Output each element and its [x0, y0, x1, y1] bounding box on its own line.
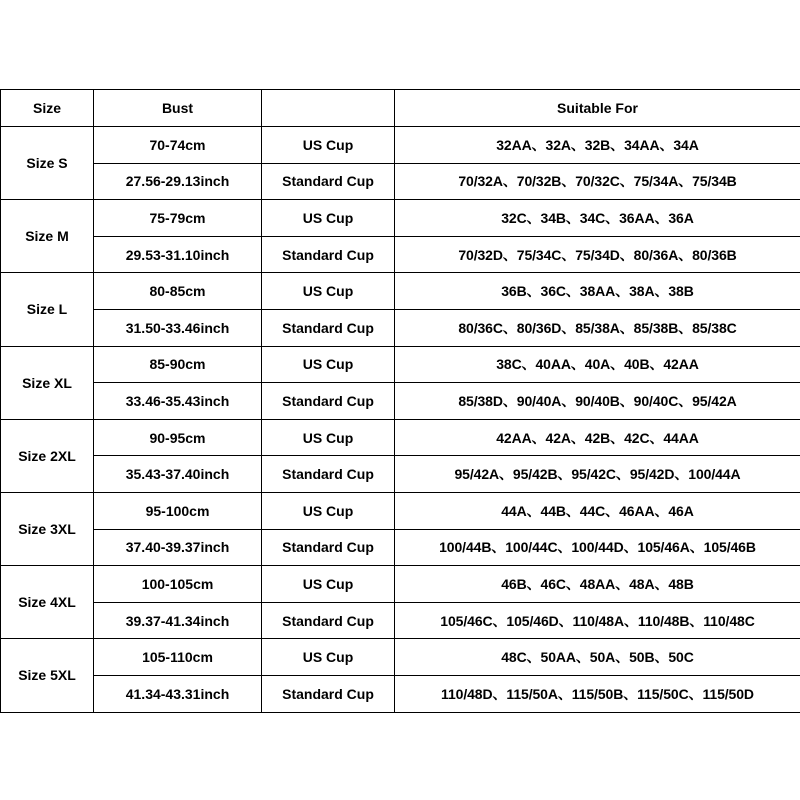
us-cup-sizes: 46B、46C、48AA、48A、48B	[395, 566, 800, 603]
bust-cm: 90-95cm	[94, 419, 262, 456]
table-row	[1, 602, 800, 639]
bust-inch: 31.50-33.46inch	[94, 309, 262, 346]
table-row	[1, 383, 800, 420]
bust-inch: 39.37-41.34inch	[94, 602, 262, 639]
size-label: Size L	[1, 273, 94, 346]
size-label: Size XL	[1, 346, 94, 419]
size-label: Size S	[1, 127, 94, 200]
table-row	[1, 309, 800, 346]
us-cup-label: US Cup	[262, 419, 395, 456]
header-suitable-for: Suitable For	[395, 90, 800, 127]
bust-inch: 27.56-29.13inch	[94, 163, 262, 200]
bust-cm: 70-74cm	[94, 127, 262, 164]
standard-cup-sizes: 100/44B、100/44C、100/44D、105/46A、105/46B	[395, 529, 800, 566]
table-row	[1, 419, 800, 456]
table-row	[1, 346, 800, 383]
standard-cup-label: Standard Cup	[262, 456, 395, 493]
standard-cup-label: Standard Cup	[262, 163, 395, 200]
us-cup-sizes: 48C、50AA、50A、50B、50C	[395, 639, 800, 676]
table-row	[1, 566, 800, 603]
us-cup-sizes: 32AA、32A、32B、34AA、34A	[395, 127, 800, 164]
table-body	[1, 127, 800, 713]
standard-cup-sizes: 70/32A、70/32B、70/32C、75/34A、75/34B	[395, 163, 800, 200]
table-row	[1, 163, 800, 200]
table-row	[1, 675, 800, 712]
us-cup-sizes: 44A、44B、44C、46AA、46A	[395, 492, 800, 529]
table-row	[1, 127, 800, 164]
size-label: Size 5XL	[1, 639, 94, 712]
header-row	[1, 90, 800, 127]
bust-inch: 41.34-43.31inch	[94, 675, 262, 712]
standard-cup-sizes: 95/42A、95/42B、95/42C、95/42D、100/44A	[395, 456, 800, 493]
size-label: Size 2XL	[1, 419, 94, 492]
bust-cm: 100-105cm	[94, 566, 262, 603]
size-label: Size 4XL	[1, 566, 94, 639]
standard-cup-label: Standard Cup	[262, 309, 395, 346]
header-size: Size	[1, 90, 94, 127]
standard-cup-sizes: 105/46C、105/46D、110/48A、110/48B、110/48C	[395, 602, 800, 639]
standard-cup-sizes: 110/48D、115/50A、115/50B、115/50C、115/50D	[395, 675, 800, 712]
us-cup-sizes: 32C、34B、34C、36AA、36A	[395, 200, 800, 237]
standard-cup-label: Standard Cup	[262, 529, 395, 566]
us-cup-label: US Cup	[262, 127, 395, 164]
size-label: Size M	[1, 200, 94, 273]
bust-inch: 37.40-39.37inch	[94, 529, 262, 566]
us-cup-label: US Cup	[262, 200, 395, 237]
standard-cup-label: Standard Cup	[262, 383, 395, 420]
bust-cm: 105-110cm	[94, 639, 262, 676]
table-row	[1, 529, 800, 566]
bust-cm: 75-79cm	[94, 200, 262, 237]
us-cup-label: US Cup	[262, 346, 395, 383]
standard-cup-label: Standard Cup	[262, 675, 395, 712]
standard-cup-sizes: 80/36C、80/36D、85/38A、85/38B、85/38C	[395, 309, 800, 346]
table-row	[1, 236, 800, 273]
bust-inch: 29.53-31.10inch	[94, 236, 262, 273]
bust-inch: 35.43-37.40inch	[94, 456, 262, 493]
standard-cup-sizes: 85/38D、90/40A、90/40B、90/40C、95/42A	[395, 383, 800, 420]
table-row	[1, 200, 800, 237]
us-cup-sizes: 38C、40AA、40A、40B、42AA	[395, 346, 800, 383]
us-cup-label: US Cup	[262, 273, 395, 310]
bust-cm: 80-85cm	[94, 273, 262, 310]
us-cup-label: US Cup	[262, 492, 395, 529]
bust-cm: 85-90cm	[94, 346, 262, 383]
table-row	[1, 639, 800, 676]
us-cup-label: US Cup	[262, 566, 395, 603]
header-bust: Bust	[94, 90, 262, 127]
bust-cm: 95-100cm	[94, 492, 262, 529]
standard-cup-label: Standard Cup	[262, 236, 395, 273]
size-chart-table	[0, 89, 800, 713]
standard-cup-label: Standard Cup	[262, 602, 395, 639]
standard-cup-sizes: 70/32D、75/34C、75/34D、80/36A、80/36B	[395, 236, 800, 273]
us-cup-label: US Cup	[262, 639, 395, 676]
us-cup-sizes: 36B、36C、38AA、38A、38B	[395, 273, 800, 310]
us-cup-sizes: 42AA、42A、42B、42C、44AA	[395, 419, 800, 456]
header-cup	[262, 90, 395, 127]
bust-inch: 33.46-35.43inch	[94, 383, 262, 420]
table-row	[1, 273, 800, 310]
table-row	[1, 456, 800, 493]
size-label: Size 3XL	[1, 492, 94, 565]
table-row	[1, 492, 800, 529]
